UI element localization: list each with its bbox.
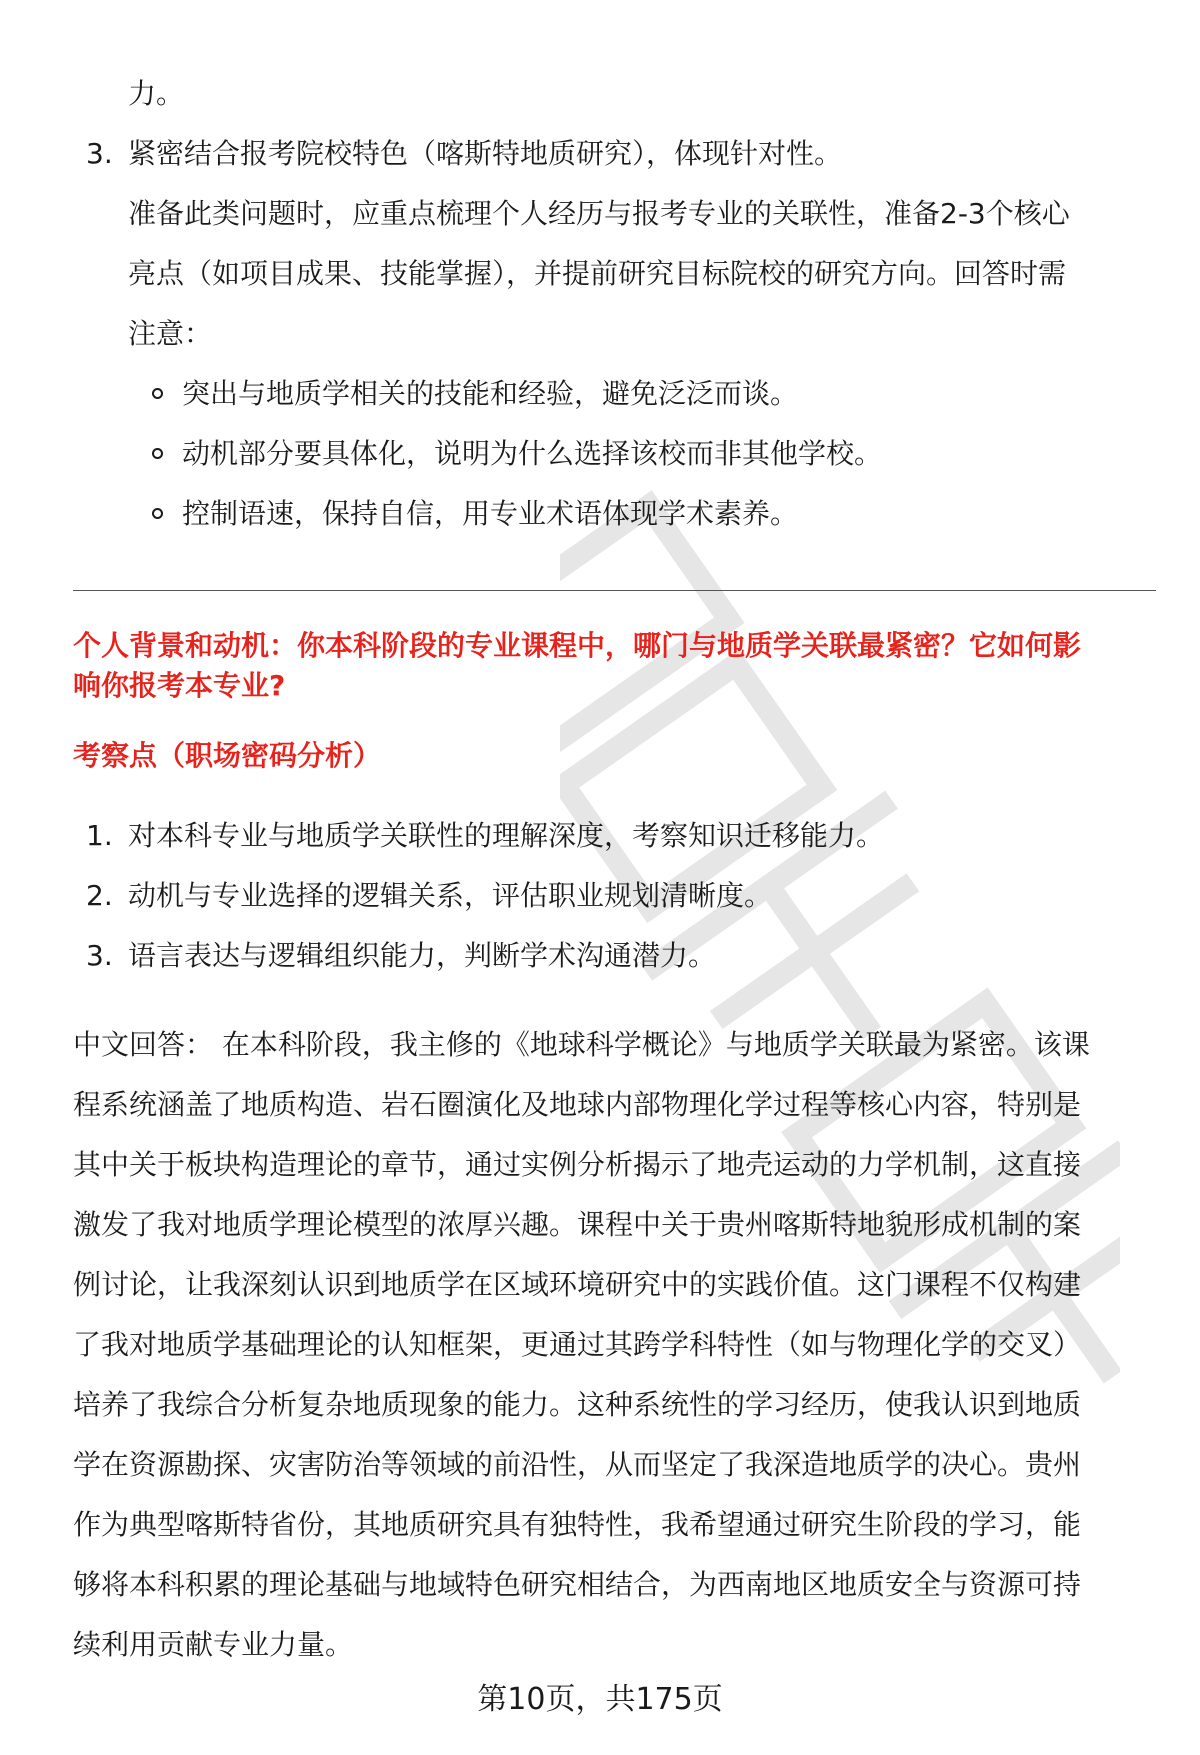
answer-line: 了我对地质学基础理论的认知框架，更通过其跨学科特性（如与物理化学的交叉） [73,1328,1082,1361]
answer-line: 作为典型喀斯特省份，其地质研究具有独特性，我希望通过研究生阶段的学习，能 [73,1508,1082,1541]
section-divider [73,590,1156,591]
answer-line: 学在资源勘探、灾害防治等领域的前沿性，从而坚定了我深造地质学的决心。贵州 [73,1448,1082,1481]
page-number: 第10页，共175页 [477,1682,723,1717]
prep-paragraph-line: 亮点（如项目成果、技能掌握），并提前研究目标院校的研究方向。回答时需 [128,257,1067,290]
exam-point-text: 对本科专业与地质学关联性的理解深度，考察知识迁移能力。 [128,819,885,852]
exam-point-number: 1. [86,819,113,852]
exam-point-text: 语言表达与逻辑组织能力，判断学术沟通潜力。 [128,939,717,972]
list-continuation: 力。 [128,77,185,110]
answer-line: 其中关于板块构造理论的章节，通过实例分析揭示了地壳运动的力学机制，这直接 [73,1148,1082,1181]
answer-line: 续利用贡献专业力量。 [73,1628,354,1661]
exam-point-number: 3. [86,939,113,972]
prep-paragraph-line: 准备此类问题时，应重点梳理个人经历与报考专业的关联性，准备2-3个核心 [128,197,1070,230]
exam-point-number: 2. [86,879,113,912]
list-item-text: 紧密结合报考院校特色（喀斯特地质研究），体现针对性。 [128,137,843,170]
question-heading-line: 响你报考本专业? [73,669,286,702]
bullet-circle-icon [152,388,163,399]
list-item-number: 3. [86,137,113,170]
answer-line: 程系统涵盖了地质构造、岩石圈演化及地球内部物理化学过程等核心内容，特别是 [73,1088,1082,1121]
question-heading-line: 个人背景和动机：你本科阶段的专业课程中，哪门与地质学关联最紧密？它如何影 [73,629,1082,662]
answer-line: 培养了我综合分析复杂地质现象的能力。这种系统性的学习经历，使我认识到地质 [73,1388,1082,1421]
exam-point-text: 动机与专业选择的逻辑关系，评估职业规划清晰度。 [128,879,773,912]
prep-paragraph-line: 注意： [128,317,213,350]
tip-item: 突出与地质学相关的技能和经验，避免泛泛而谈。 [182,377,799,410]
answer-line: 中文回答： 在本科阶段，我主修的《地球科学概论》与地质学关联最为紧密。该课 [73,1028,1090,1061]
answer-line: 够将本科积累的理论基础与地域特色研究相结合，为西南地区地质安全与资源可持 [73,1568,1082,1601]
answer-line: 激发了我对地质学理论模型的浓厚兴趣。课程中关于贵州喀斯特地貌形成机制的案 [73,1208,1082,1241]
bullet-circle-icon [152,508,163,519]
bullet-circle-icon [152,448,163,459]
tip-item: 动机部分要具体化，说明为什么选择该校而非其他学校。 [182,437,883,470]
answer-line: 例讨论，让我深刻认识到地质学在区域环境研究中的实践价值。这门课程不仅构建 [73,1268,1082,1301]
tip-item: 控制语速，保持自信，用专业术语体现学术素养。 [182,497,799,530]
exam-points-heading: 考察点（职场密码分析） [73,739,382,772]
